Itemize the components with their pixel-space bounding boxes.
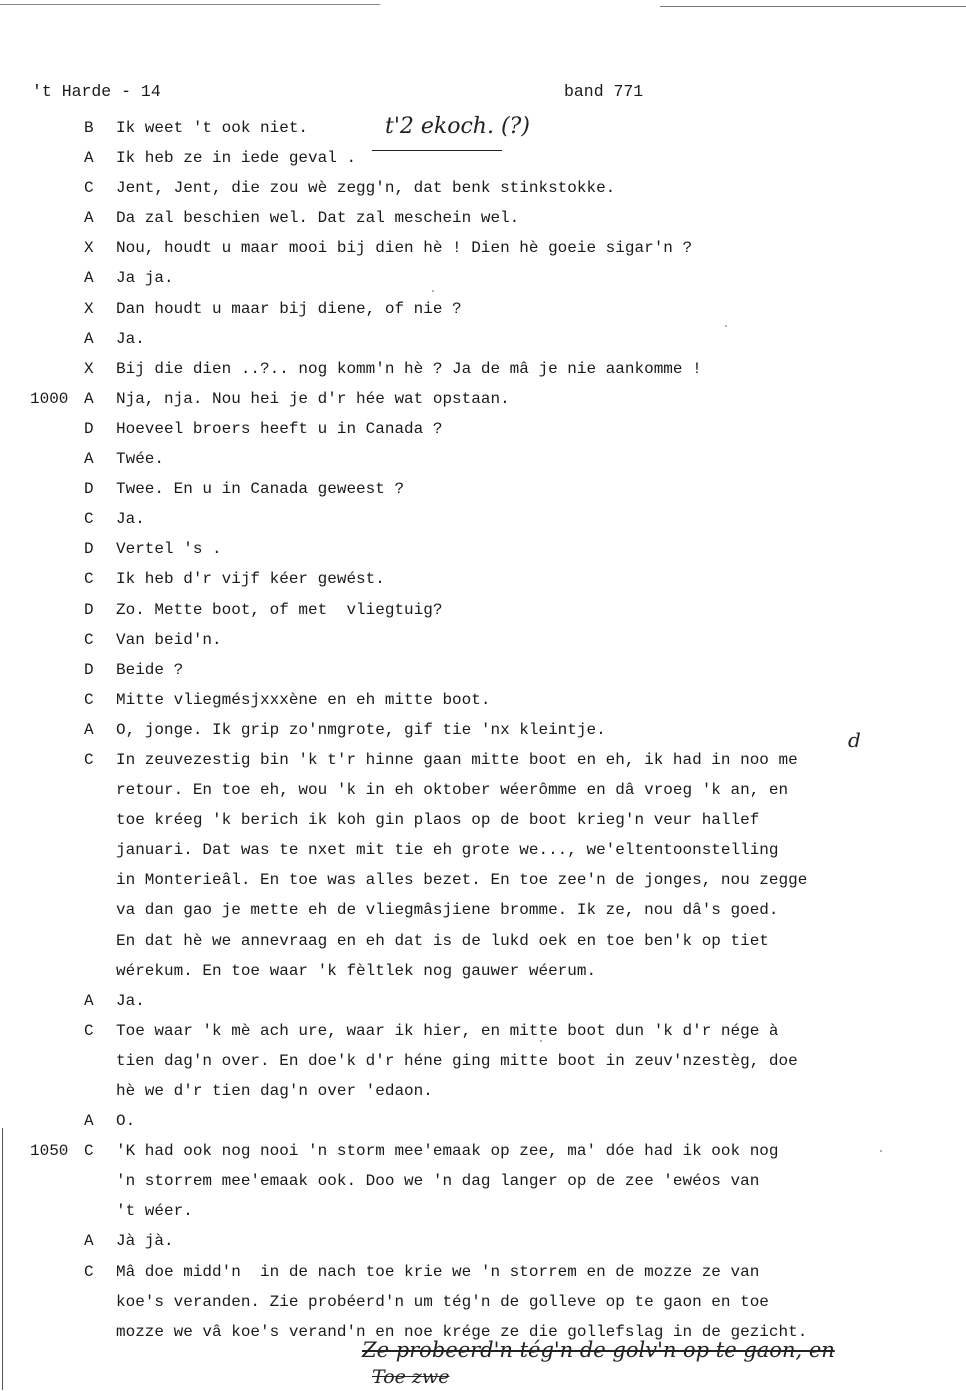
transcript-line: [0, 173, 966, 203]
speaker-label: A: [84, 329, 94, 348]
transcript-line: [0, 1106, 966, 1136]
utterance-text: Ja.: [116, 510, 145, 529]
speaker-label: A: [84, 209, 94, 228]
speaker-label: X: [84, 359, 94, 378]
transcript-line: [0, 1287, 966, 1317]
speaker-label: C: [84, 630, 94, 649]
speck: [540, 1040, 542, 1042]
top-rule-right: [660, 6, 966, 7]
transcript-line: [0, 444, 966, 474]
transcript-line: [0, 384, 966, 414]
handwritten-struck-line-2: Toe zwe: [372, 1366, 450, 1388]
transcript-line: [0, 685, 966, 715]
utterance-text: 't wéer.: [116, 1202, 193, 1221]
speaker-label: C: [84, 570, 94, 589]
speaker-label: C: [84, 1142, 94, 1161]
transcript-line: [0, 895, 966, 925]
transcript-body: [0, 113, 966, 1347]
transcript-line: [0, 143, 966, 173]
utterance-text: Vertel 's .: [116, 540, 222, 559]
transcript-line: [0, 294, 966, 324]
speck: [880, 1150, 882, 1152]
utterance-text: 'n storrem mee'emaak ook. Doo we 'n dag langer op de zee 'ewéos van: [116, 1172, 760, 1191]
utterance-text: O.: [116, 1112, 136, 1131]
utterance-text: Ja.: [116, 991, 145, 1010]
utterance-text: tien dag'n over. En doe'k d'r héne ging mitte boot in zeuv'nzestèg, doe: [116, 1051, 798, 1070]
speaker-label: C: [84, 1021, 94, 1040]
utterance-text: koe's veranden. Zie probéerd'n um tég'n de golleve op te gaon en toe: [116, 1292, 769, 1311]
transcript-line: [0, 1076, 966, 1106]
speaker-label: A: [84, 991, 94, 1010]
transcript-line: [0, 655, 966, 685]
top-rule: [0, 4, 380, 5]
speaker-label: D: [84, 540, 94, 559]
utterance-text: hè we d'r tien dag'n over 'edaon.: [116, 1082, 433, 1100]
speaker-label: X: [84, 239, 94, 258]
utterance-text: Nou, houdt u maar mooi bij dien hè ! Dien hè goeie sigar'n ?: [116, 239, 693, 258]
speaker-label: D: [84, 600, 94, 619]
utterance-text: Nja, nja. Nou hei je d'r hée wat opstaan.: [116, 389, 510, 408]
utterance-text: Ik weet 't ook niet.: [116, 119, 309, 137]
speck: [725, 325, 727, 327]
utterance-text: Ik heb d'r vijf kéer gewést.: [116, 570, 385, 589]
transcript-line: [0, 595, 966, 625]
speaker-label: C: [84, 690, 94, 709]
utterance-text: Dan houdt u maar bij diene, of nie ?: [116, 299, 462, 318]
transcript-line: [0, 1046, 966, 1076]
speaker-label: A: [84, 149, 94, 168]
utterance-text: retour. En toe eh, wou 'k in eh oktober wéerômme en dâ vroeg 'k an, en: [116, 781, 789, 800]
utterance-text: Ja.: [116, 329, 145, 348]
utterance-text: En dat hè we annevraag en eh dat is de lukd oek en toe ben'k op tiet: [116, 931, 769, 950]
transcript-line: [0, 865, 966, 895]
handwritten-correction: d: [848, 728, 861, 752]
utterance-text: Ik heb ze in iede geval .: [116, 149, 357, 168]
speaker-label: A: [84, 1112, 94, 1131]
transcript-line: [0, 1196, 966, 1226]
speaker-label: X: [84, 299, 94, 318]
utterance-text: Bij die dien ..?.. nog komm'n hè ? Ja de mâ je nie aankomme !: [116, 359, 702, 378]
utterance-text: va dan gao je mette eh de vliegmâsjiene bromme. Ik ze, nou dâ's goed.: [116, 901, 779, 920]
speck: [432, 290, 434, 292]
speaker-label: D: [84, 419, 94, 438]
speaker-label: A: [84, 269, 94, 288]
line-number: 1000: [30, 389, 69, 408]
speaker-label: A: [84, 1232, 94, 1251]
transcript-line: [0, 745, 966, 775]
transcript-line: [0, 1136, 966, 1166]
transcript-line: [0, 1226, 966, 1256]
speaker-label: B: [84, 119, 94, 137]
speaker-label: C: [84, 750, 94, 769]
transcript-line: [0, 625, 966, 655]
speaker-label: A: [84, 720, 94, 739]
speaker-label: D: [84, 480, 94, 499]
transcript-line: [0, 986, 966, 1016]
transcript-line: [0, 474, 966, 504]
utterance-text: Da zal beschien wel. Dat zal meschein wel.: [116, 209, 520, 228]
utterance-text: januari. Dat was te nxet mit tie eh grote we..., we'eltentoonstelling: [116, 841, 779, 860]
transcript-line: [0, 1257, 966, 1287]
utterance-text: Jent, Jent, die zou wè zegg'n, dat benk stinkstokke.: [116, 179, 616, 198]
utterance-text: Van beid'n.: [116, 630, 222, 649]
utterance-text: Toe waar 'k mè ach ure, waar ik hier, en mitte boot dun 'k d'r nége à: [116, 1021, 779, 1040]
line-number: 1050: [30, 1142, 69, 1161]
speaker-label: C: [84, 1262, 94, 1281]
utterance-text: wérekum. En toe waar 'k fèltlek nog gauwer wéerum.: [116, 961, 597, 980]
utterance-text: In zeuvezestig bin 'k t'r hinne gaan mitte boot en eh, ik had in noo me: [116, 750, 798, 769]
utterance-text: mozze we vâ koe's verand'n en noe krége ze die gollefslag in de gezicht.: [116, 1322, 808, 1341]
speaker-label: D: [84, 660, 94, 679]
utterance-text: 'K had ook nog nooi 'n storm mee'emaak op zee, ma' dóe had ik ook nog: [116, 1142, 779, 1161]
utterance-text: Twée.: [116, 450, 165, 469]
handwritten-underline: [372, 150, 502, 151]
transcript-line: [0, 414, 966, 444]
transcript-line: [0, 263, 966, 293]
utterance-text: O, jonge. Ik grip zo'nmgrote, gif tie 'nx kleintje.: [116, 720, 606, 739]
page-header: [32, 82, 672, 106]
transcript-line: [0, 1016, 966, 1046]
transcript-line: [0, 715, 966, 745]
transcript-line: [0, 233, 966, 263]
utterance-text: Mâ doe midd'n in de nach toe krie we 'n storrem en de mozze ze van: [116, 1262, 760, 1281]
utterance-text: Zo. Mette boot, of met vliegtuig?: [116, 600, 443, 619]
transcript-line: [0, 926, 966, 956]
transcript-line: [0, 504, 966, 534]
utterance-text: Beide ?: [116, 660, 184, 679]
speaker-label: C: [84, 179, 94, 198]
transcript-line: [0, 805, 966, 835]
handwritten-note: t'2 ekoch. (?): [385, 114, 530, 139]
transcript-line: [0, 956, 966, 986]
speaker-label: A: [84, 450, 94, 469]
utterance-text: Twee. En u in Canada geweest ?: [116, 480, 405, 499]
utterance-text: Ja ja.: [116, 269, 174, 288]
utterance-text: Mitte vliegmésjxxxène en eh mitte boot.: [116, 690, 491, 709]
header-tape-number: band 771: [564, 82, 644, 101]
transcript-line: [0, 534, 966, 564]
header-title: 't Harde - 14: [32, 82, 161, 101]
transcript-line: [0, 354, 966, 384]
transcript-line: [0, 775, 966, 805]
handwritten-struck-line: Ze probeerd'n tég'n de golv'n op te gaon, en: [362, 1338, 835, 1362]
transcript-line: [0, 835, 966, 865]
utterance-text: Jà jà.: [116, 1232, 174, 1251]
margin-mark: [2, 1128, 3, 1390]
speaker-label: C: [84, 510, 94, 529]
speaker-label: A: [84, 389, 94, 408]
utterance-text: in Monterieâl. En toe was alles bezet. En toe zee'n de jonges, nou zegge: [116, 871, 808, 890]
utterance-text: toe kréeg 'k berich ik koh gin plaos op de boot krieg'n veur hallef: [116, 811, 760, 830]
transcript-line: [0, 1166, 966, 1196]
utterance-text: Hoeveel broers heeft u in Canada ?: [116, 419, 443, 438]
transcript-line: [0, 564, 966, 594]
transcript-line: [0, 203, 966, 233]
transcript-line: [0, 324, 966, 354]
